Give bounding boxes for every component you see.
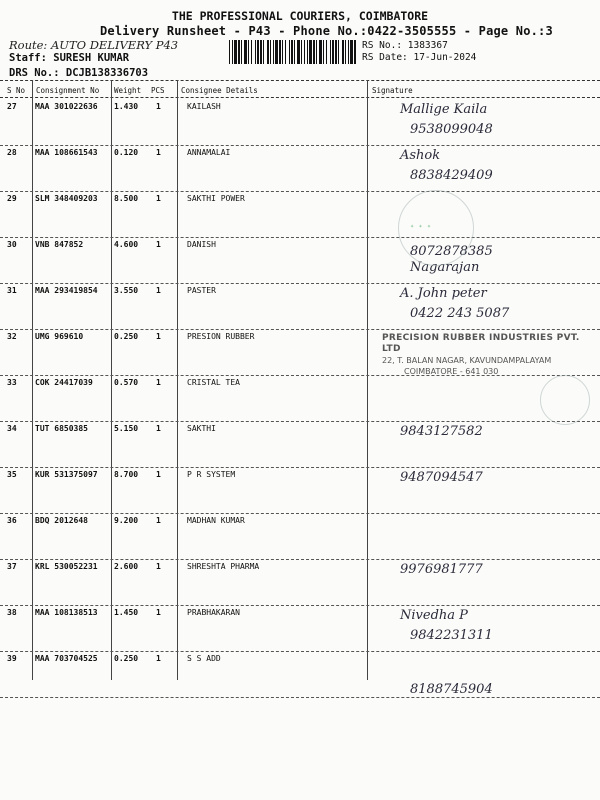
cell-weight: 1.430 (114, 102, 139, 111)
signature-text: A. John peter (400, 286, 487, 301)
cell-consignment: UMG 969610 (35, 332, 84, 341)
rs-date: RS Date: 17-Jun-2024 (362, 52, 477, 63)
cell-weight: 9.200 (114, 516, 139, 525)
cell-consignment: MAA 301022636 (35, 102, 98, 111)
signature-phone: Nagarajan (410, 260, 480, 275)
signature-text: Ashok (400, 148, 441, 163)
table-row (0, 284, 600, 330)
runsheet-title: Delivery Runsheet - P43 - Phone No.:0422-3505555 - Page No.:3 (100, 24, 553, 38)
col-weight: Weight (114, 86, 142, 95)
cell-weight: 0.570 (114, 378, 139, 387)
signature-text: 9843127582 (400, 424, 483, 439)
cell-weight: 8.500 (114, 194, 139, 203)
table-row (0, 606, 600, 652)
cell-consignment: MAA 703704525 (35, 654, 98, 663)
cell-pcs: 1 (156, 332, 161, 341)
cell-pcs: 1 (156, 654, 161, 663)
cell-sno: 34 (7, 424, 17, 433)
signature-phone: 8188745904 (410, 682, 493, 697)
barcode (228, 40, 358, 64)
cell-details: KAILASH (187, 102, 221, 111)
staff-label: Staff: SURESH KUMAR (9, 52, 130, 64)
company-stamp-line: COIMBATORE - 641 030 (404, 367, 499, 376)
cell-pcs: 1 (156, 424, 161, 433)
cell-weight: 3.550 (114, 286, 139, 295)
cell-consignment: MAA 108661543 (35, 148, 98, 157)
cell-pcs: 1 (156, 102, 161, 111)
signature-phone: 8838429409 (410, 168, 493, 183)
rs-number: RS No.: 1383367 (362, 40, 448, 51)
table-row (0, 192, 600, 238)
col-pcs: PCS (151, 86, 165, 95)
signature-text: 8072878385 (410, 244, 493, 259)
signature-phone: 9842231311 (410, 628, 493, 643)
header-top-rule (0, 80, 600, 81)
cell-pcs: 1 (156, 240, 161, 249)
cell-details: PRABHAKARAN (187, 608, 240, 617)
cell-sno: 32 (7, 332, 17, 341)
cell-pcs: 1 (156, 194, 161, 203)
route-label: Route: AUTO DELIVERY P43 (9, 38, 179, 52)
cell-details: MADHAN KUMAR (187, 516, 245, 525)
cell-sno: 35 (7, 470, 17, 479)
cell-consignment: TUT 6850385 (35, 424, 88, 433)
table-row (0, 652, 600, 698)
col-consignment: Consignment No (36, 86, 100, 95)
cell-pcs: 1 (156, 562, 161, 571)
cell-consignment: COK 24417039 (35, 378, 93, 387)
signature-text: 9976981777 (400, 562, 483, 577)
cell-weight: 1.450 (114, 608, 139, 617)
cell-pcs: 1 (156, 608, 161, 617)
cell-weight: 5.150 (114, 424, 139, 433)
cell-weight: 4.600 (114, 240, 139, 249)
header-bottom-rule (0, 97, 600, 98)
cell-consignment: MAA 108138513 (35, 608, 98, 617)
cell-details: ANNAMALAI (187, 148, 231, 157)
round-stamp (540, 375, 590, 425)
table-row (0, 146, 600, 192)
cell-consignment: KUR 531375097 (35, 470, 98, 479)
cell-details: CRISTAL TEA (187, 378, 240, 387)
cell-sno: 28 (7, 148, 17, 157)
cell-weight: 2.600 (114, 562, 139, 571)
cell-pcs: 1 (156, 148, 161, 157)
signature-phone: 9538099048 (410, 122, 493, 137)
cell-sno: 36 (7, 516, 17, 525)
col-sno: S No (7, 86, 26, 95)
table-row (0, 422, 600, 468)
cell-consignment: KRL 530052231 (35, 562, 98, 571)
company-stamp-line: 22, T. BALAN NAGAR, KAVUNDAMPALAYAM (382, 356, 552, 365)
cell-details: P R SYSTEM (187, 470, 236, 479)
cell-consignment: MAA 293419854 (35, 286, 98, 295)
cell-details: PASTER (187, 286, 216, 295)
cell-sno: 39 (7, 654, 17, 663)
cell-weight: 0.120 (114, 148, 139, 157)
cell-pcs: 1 (156, 286, 161, 295)
table-row (0, 560, 600, 606)
cell-details: DANISH (187, 240, 216, 249)
cell-details: SHRESHTA PHARMA (187, 562, 260, 571)
col-signature: Signature (372, 86, 413, 95)
cell-weight: 0.250 (114, 332, 139, 341)
signature-text: Mallige Kaila (400, 102, 488, 117)
drs-number: DRS No.: DCJB138336703 (9, 67, 149, 79)
cell-consignment: SLM 348409203 (35, 194, 98, 203)
cell-weight: 0.250 (114, 654, 139, 663)
table-row (0, 100, 600, 146)
signature-text: 9487094547 (400, 470, 483, 485)
cell-pcs: 1 (156, 378, 161, 387)
signature-phone: 0422 243 5087 (410, 306, 510, 321)
cell-sno: 38 (7, 608, 17, 617)
cell-sno: 31 (7, 286, 17, 295)
table-row (0, 376, 600, 422)
company-name: THE PROFESSIONAL COURIERS, COIMBATORE (171, 9, 429, 23)
cell-sno: 37 (7, 562, 17, 571)
cell-consignment: BDQ 2012648 (35, 516, 88, 525)
company-stamp-line: PRECISION RUBBER INDUSTRIES PVT. LTD (382, 333, 580, 354)
col-consignee-details: Consignee Details (181, 86, 258, 95)
cell-sno: 33 (7, 378, 17, 387)
cell-sno: 30 (7, 240, 17, 249)
cell-pcs: 1 (156, 516, 161, 525)
round-stamp-mark: ✦ ✦ ✦ (410, 222, 432, 230)
cell-sno: 29 (7, 194, 17, 203)
row-divider (0, 697, 600, 698)
cell-sno: 27 (7, 102, 17, 111)
cell-details: PRESION RUBBER (187, 332, 255, 341)
cell-consignment: VNB 847852 (35, 240, 84, 249)
cell-details: SAKTHI POWER (187, 194, 245, 203)
table-row (0, 238, 600, 284)
cell-pcs: 1 (156, 470, 161, 479)
cell-details: S S ADD (187, 654, 221, 663)
table-row (0, 514, 600, 560)
table-row (0, 468, 600, 514)
cell-weight: 8.700 (114, 470, 139, 479)
signature-text: Nivedha P (400, 608, 468, 623)
cell-details: SAKTHI (187, 424, 216, 433)
company-stamp (382, 333, 582, 377)
